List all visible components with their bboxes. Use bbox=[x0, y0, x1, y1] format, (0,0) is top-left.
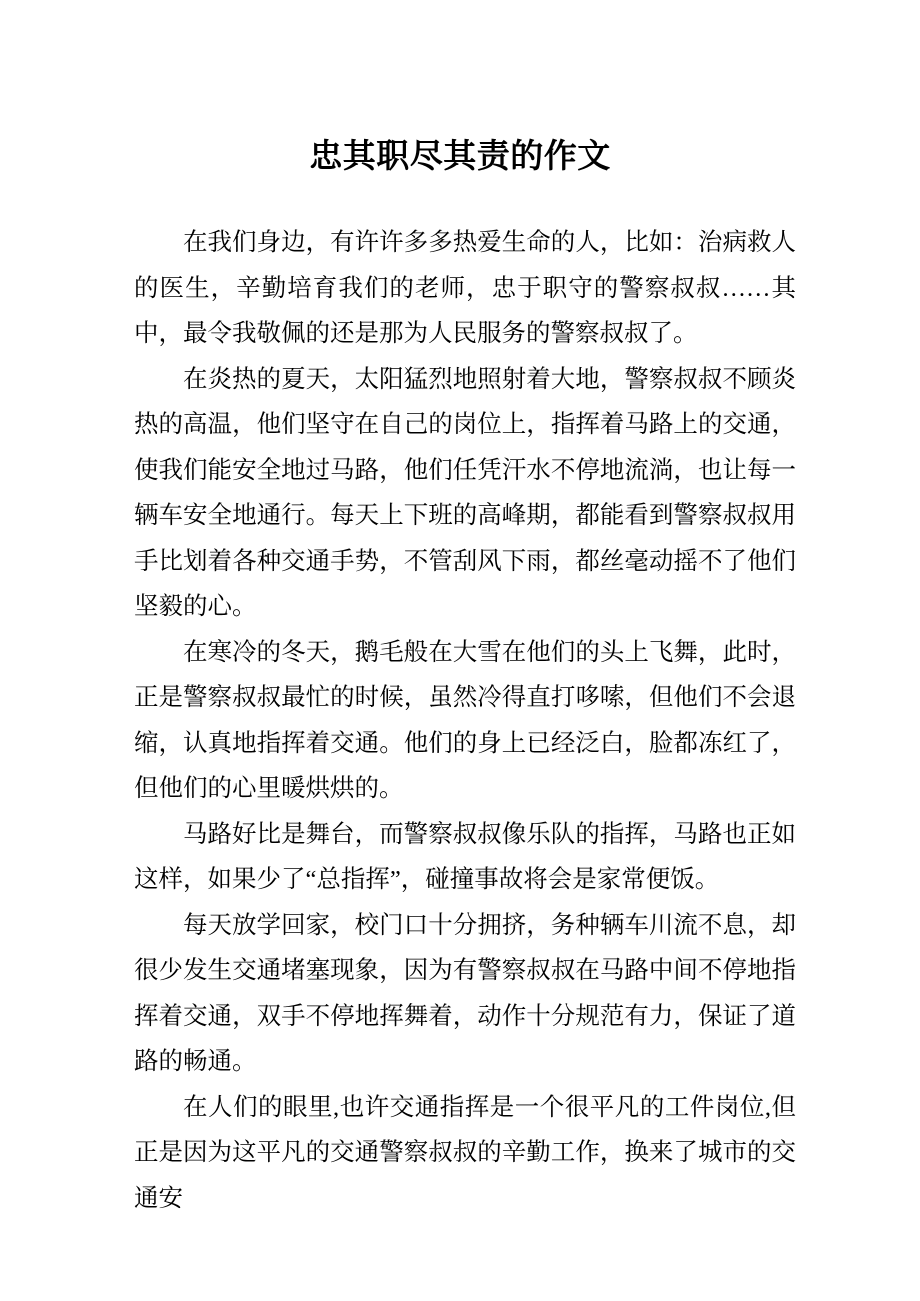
paragraph-4: 马路好比是舞台，而警察叔叔像乐队的指挥，马路也正如这样，如果少了“总指挥”，碰撞事故将会是家常便饭。 bbox=[134, 820, 796, 893]
document-body bbox=[134, 220, 796, 1221]
document-title: 忠其职尽其责的作文 bbox=[309, 137, 611, 174]
paragraph-2: 在炎热的夏天，太阳猛烈地照射着大地，警察叔叔不顾炎热的高温，他们坚守在自己的岗位上，指挥着马路上的交通，使我们能安全地过马路，他们任凭汗水不停地流淌，也让每一辆车安全地通行。每天上下班的高峰期，都能看到警察叔叔用手比划着各种交通手势，不管刮风下雨，都丝毫动摇不了他们坚毅的心。 bbox=[134, 365, 796, 620]
paragraph-5: 每天放学回家，校门口十分拥挤，务种辆车川流不息，却很少发生交通堵塞现象，因为有警察叔叔在马路中间不停地指挥着交通，双手不停地挥舞着，动作十分规范有力，保证了道路的畅通。 bbox=[134, 911, 796, 1075]
paragraph-3: 在寒冷的冬天，鹅毛般在大雪在他们的头上飞舞，此时，正是警察叔叔最忙的时候，虽然冷得直打哆嗦，但他们不会退缩，认真地指挥着交通。他们的身上已经泛白，脸都冻红了，但他们的心里暖烘烘的。 bbox=[134, 638, 796, 802]
paragraph-6-truncated: 在人们的眼里,也许交通指挥是一个很平凡的工件岗位,但正是因为这平凡的交通警察叔叔的辛勤工作，换来了城市的交通安 bbox=[134, 1093, 796, 1212]
paragraph-1: 在我们身边，有许许多多热爱生命的人，比如：治病救人的医生，辛勤培育我们的老师，忠于职守的警察叔叔……其中，最令我敬佩的还是那为人民服务的警察叔叔了。 bbox=[134, 229, 796, 347]
